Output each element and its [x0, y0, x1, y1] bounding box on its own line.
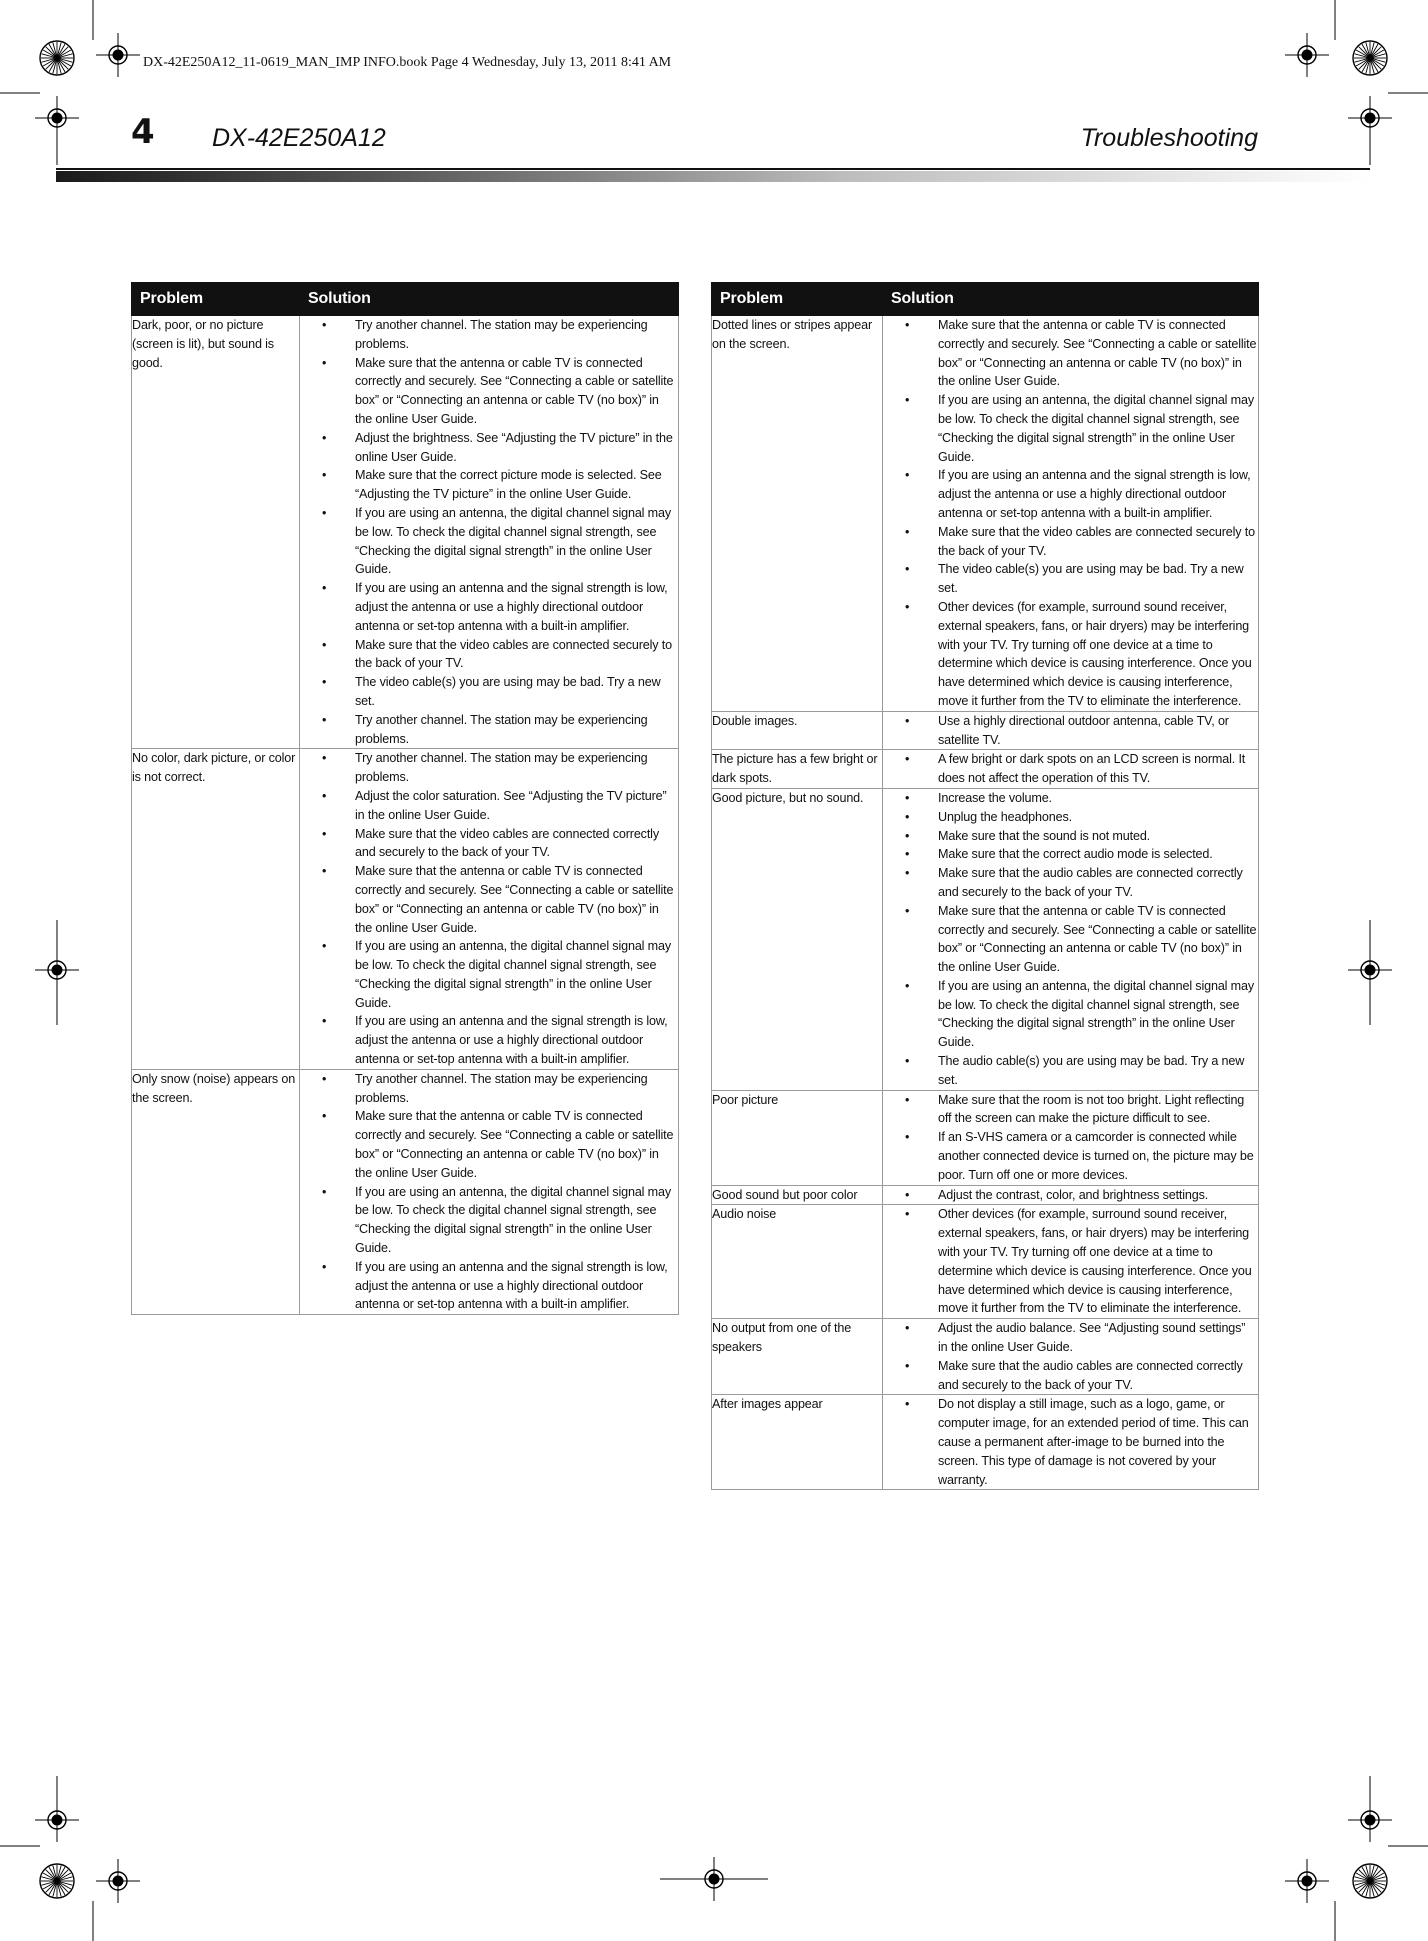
registration-target-dot — [52, 1815, 62, 1825]
solution-cell — [883, 711, 1259, 750]
problem-cell: After images appear — [712, 1395, 883, 1490]
solution-item: • The video cable(s) you are using may be bad. Try a new set. — [300, 673, 678, 711]
page-header — [0, 0, 1428, 190]
table-body — [132, 316, 679, 1315]
starburst-ray — [1355, 1881, 1370, 1885]
solution-item: • If you are using an antenna and the signal strength is low, adjust the antenna or use a highly directional outdoor antenna or set-top antenna with a built-in amplifier. — [883, 466, 1258, 522]
solution-item: • If you are using an antenna and the signal strength is low, adjust the antenna or use a highly directional outdoor antenna or set-top antenna with a built-in amplifier. — [300, 1258, 678, 1314]
solution-item: • Make sure that the sound is not muted. — [883, 827, 1258, 846]
registration-target-ring — [48, 961, 66, 979]
registration-target-dot — [1365, 965, 1375, 975]
table-row — [712, 711, 1259, 750]
starburst-ray — [1362, 1881, 1370, 1895]
registration-target-dot — [1365, 1815, 1375, 1825]
table-header-row — [132, 283, 679, 316]
registration-target-ring — [705, 1870, 723, 1888]
page-number: 4 — [131, 112, 155, 152]
problem-cell: Only snow (noise) appears on the screen. — [132, 1069, 300, 1314]
starburst-ray — [1370, 1877, 1385, 1881]
solution-item: • If you are using an antenna, the digital channel signal may be low. To check the digital channel signal strength, see “Checking the digital signal strength” in the online User Guide. — [883, 977, 1258, 1052]
solution-item: • Use a highly directional outdoor antenna, cable TV, or satellite TV. — [883, 712, 1258, 750]
starburst-ray — [57, 1870, 68, 1881]
solution-cell — [883, 750, 1259, 789]
problem-cell: Good sound but poor color — [712, 1185, 883, 1205]
starburst-ray — [57, 1866, 61, 1881]
starburst-ray — [57, 1867, 65, 1881]
solution-item: • Make sure that the antenna or cable TV is connected correctly and securely. See “Connecting a cable or satellite box” or “Connecting an antenna or cable TV (no box)” in the online User Guide. — [300, 1107, 678, 1182]
header-rule — [56, 168, 1370, 170]
starburst-ray — [57, 1881, 68, 1892]
starburst-ray — [53, 1866, 57, 1881]
starburst-ray — [1370, 1873, 1384, 1881]
solution-item: • Unplug the headphones. — [883, 808, 1258, 827]
starburst-ray — [1370, 1881, 1378, 1895]
table-row — [712, 1319, 1259, 1395]
solution-item: • Try another channel. The station may be experiencing problems. — [300, 711, 678, 749]
solution-item: • Make sure that the video cables are connected correctly and securely to the back of your TV. — [300, 825, 678, 863]
starburst-ray — [1359, 1881, 1370, 1892]
registration-target-ring — [1298, 1872, 1316, 1890]
starburst-ray — [57, 1881, 61, 1896]
section-title: Troubleshooting — [1080, 124, 1258, 152]
solution-item: • Make sure that the antenna or cable TV is connected correctly and securely. See “Connecting a cable or satellite box” or “Connecting an antenna or cable TV (no box)” in the online User Guide. — [883, 902, 1258, 977]
table-row — [132, 316, 679, 749]
problem-cell: Dark, poor, or no picture (screen is lit), but sound is good. — [132, 316, 300, 749]
solution-item: • Other devices (for example, surround sound receiver, external speakers, fans, or hair dryers) may be interfering with your TV. Try turning off one device at a time to determine which device is causing interference. Once you have determined which device is causing interference, move it further from the TV to eliminate the interference. — [883, 1205, 1258, 1318]
solution-item: • Other devices (for example, surround sound receiver, external speakers, fans, or hair dryers) may be interfering with your TV. Try turning off one device at a time to determine which device is causing interference. Once you have determined which device is causing interference, move it further from the TV to eliminate the interference. — [883, 598, 1258, 711]
solution-list — [883, 316, 1258, 711]
starburst-ray — [49, 1881, 57, 1895]
starburst-ray — [57, 1881, 72, 1885]
starburst-ray — [46, 1881, 57, 1892]
troubleshooting-table-left — [131, 282, 679, 1315]
problem-column-header: Problem — [132, 283, 300, 316]
solution-cell — [300, 749, 679, 1070]
model-number: DX-42E250A12 — [212, 124, 386, 152]
table-row — [712, 1090, 1259, 1185]
solution-item: • The video cable(s) you are using may be bad. Try a new set. — [883, 560, 1258, 598]
solution-item: • Adjust the color saturation. See “Adjusting the TV picture” in the online User Guide. — [300, 787, 678, 825]
solution-item: • Make sure that the video cables are connected securely to the back of your TV. — [300, 636, 678, 674]
solution-cell — [300, 316, 679, 749]
starburst-ray — [49, 1867, 57, 1881]
solution-item: • Make sure that the antenna or cable TV is connected correctly and securely. See “Connecting a cable or satellite box” or “Connecting an antenna or cable TV (no box)” in the online User Guide. — [300, 862, 678, 937]
problem-column-header: Problem — [712, 283, 883, 316]
starburst-ray — [1370, 1866, 1374, 1881]
starburst-ray — [42, 1881, 57, 1885]
solution-cell — [883, 316, 1259, 712]
registration-target-ring — [109, 1872, 127, 1890]
starburst-ray — [46, 1870, 57, 1881]
solution-list — [883, 1319, 1258, 1394]
solution-item: • If an S-VHS camera or a camcorder is connected while another connected device is turned on, the picture may be poor. Turn off one or more devices. — [883, 1128, 1258, 1184]
solution-cell — [883, 1090, 1259, 1185]
solution-item: • Adjust the audio balance. See “Adjusting sound settings” in the online User Guide. — [883, 1319, 1258, 1357]
problem-cell: Dotted lines or stripes appear on the screen. — [712, 316, 883, 712]
starburst-ray — [42, 1877, 57, 1881]
solution-list — [883, 712, 1258, 750]
problem-cell: Good picture, but no sound. — [712, 788, 883, 1090]
header-gradient-bar — [56, 171, 1370, 182]
solution-list — [883, 750, 1258, 788]
solution-item: • Adjust the contrast, color, and brightness settings. — [883, 1186, 1258, 1205]
solution-item: • If you are using an antenna and the signal strength is low, adjust the antenna or use a highly directional outdoor antenna or set-top antenna with a built-in amplifier. — [300, 579, 678, 635]
table-row — [132, 1069, 679, 1314]
registration-target-dot — [113, 1876, 123, 1886]
solution-item: • If you are using an antenna, the digital channel signal may be low. To check the digital channel signal strength, see “Checking the digital signal strength” in the online User Guide. — [300, 937, 678, 1012]
solution-list — [300, 1070, 678, 1314]
starburst-ray — [53, 1881, 57, 1896]
solution-item: • Make sure that the room is not too bright. Light reflecting off the screen can make the picture difficult to see. — [883, 1091, 1258, 1129]
solution-item: • Make sure that the antenna or cable TV is connected correctly and securely. See “Connecting a cable or satellite box” or “Connecting an antenna or cable TV (no box)” in the online User Guide. — [883, 316, 1258, 391]
solution-item: • Adjust the brightness. See “Adjusting the TV picture” in the online User Guide. — [300, 429, 678, 467]
troubleshooting-table-right — [711, 282, 1259, 1490]
solution-list — [883, 789, 1258, 1090]
starburst-ray — [1355, 1877, 1370, 1881]
starburst-ray — [1366, 1866, 1370, 1881]
solution-item: • Do not display a still image, such as a logo, game, or computer image, for an extended period of time. This can cause a permanent after-image to be burned into the screen. This type of damage is not covered by your warranty. — [883, 1395, 1258, 1489]
solution-item: • If you are using an antenna, the digital channel signal may be low. To check the digital channel signal strength, see “Checking the digital signal strength” in the online User Guide. — [300, 1183, 678, 1258]
starburst-ray — [57, 1873, 71, 1881]
solution-column-header: Solution — [300, 283, 679, 316]
registration-target-ring — [48, 1811, 66, 1829]
starburst-ray — [43, 1881, 57, 1889]
starburst-ray — [43, 1873, 57, 1881]
starburst-ray — [1370, 1881, 1384, 1889]
solution-item: • Try another channel. The station may be experiencing problems. — [300, 316, 678, 354]
solution-list — [883, 1395, 1258, 1489]
solution-item: • Make sure that the correct audio mode is selected. — [883, 845, 1258, 864]
starburst-ray — [1370, 1881, 1374, 1896]
table-body — [712, 316, 1259, 1490]
table-row — [712, 750, 1259, 789]
registration-target-dot — [709, 1874, 719, 1884]
solution-column-header: Solution — [883, 283, 1259, 316]
starburst-mark — [1353, 1864, 1387, 1898]
starburst-ray — [1356, 1881, 1370, 1889]
solution-item: • If you are using an antenna, the digital channel signal may be low. To check the digital channel signal strength, see “Checking the digital signal strength” in the online User Guide. — [300, 504, 678, 579]
table-row — [132, 749, 679, 1070]
solution-item: • If you are using an antenna and the signal strength is low, adjust the antenna or use a highly directional outdoor antenna or set-top antenna with a built-in amplifier. — [300, 1012, 678, 1068]
starburst-mark — [40, 1864, 74, 1898]
registration-target-ring — [1361, 961, 1379, 979]
starburst-ray — [1356, 1873, 1370, 1881]
solution-item: • Make sure that the correct picture mode is selected. See “Adjusting the TV picture” in the online User Guide. — [300, 466, 678, 504]
solution-cell — [883, 1395, 1259, 1490]
solution-list — [300, 749, 678, 1069]
starburst-ray — [57, 1881, 65, 1895]
table-row — [712, 1205, 1259, 1319]
registration-target-dot — [1302, 1876, 1312, 1886]
solution-list — [883, 1091, 1258, 1185]
solution-item: • A few bright or dark spots on an LCD screen is normal. It does not affect the operation of this TV. — [883, 750, 1258, 788]
solution-item: • The audio cable(s) you are using may be bad. Try a new set. — [883, 1052, 1258, 1090]
problem-cell: Double images. — [712, 711, 883, 750]
starburst-ray — [57, 1881, 71, 1889]
problem-cell: Poor picture — [712, 1090, 883, 1185]
table-row — [712, 788, 1259, 1090]
solution-item: • Try another channel. The station may be experiencing problems. — [300, 1070, 678, 1108]
solution-list — [883, 1205, 1258, 1318]
solution-item: • Make sure that the audio cables are connected correctly and securely to the back of your TV. — [883, 864, 1258, 902]
solution-cell — [883, 788, 1259, 1090]
starburst-ray — [1370, 1881, 1381, 1892]
solution-cell — [883, 1185, 1259, 1205]
registration-target-dot — [52, 965, 62, 975]
solution-item: • Make sure that the video cables are connected securely to the back of your TV. — [883, 523, 1258, 561]
registration-target-ring — [1361, 1811, 1379, 1829]
solution-item: • Make sure that the antenna or cable TV is connected correctly and securely. See “Connecting a cable or satellite box” or “Connecting an antenna or cable TV (no box)” in the online User Guide. — [300, 354, 678, 429]
solution-cell — [883, 1319, 1259, 1395]
print-slug: DX-42E250A12_11-0619_MAN_IMP INFO.book Page 4 Wednesday, July 13, 2011 8:41 AM — [143, 55, 672, 70]
solution-cell — [883, 1205, 1259, 1319]
starburst-ray — [1362, 1867, 1370, 1881]
solution-item: • Make sure that the audio cables are connected correctly and securely to the back of your TV. — [883, 1357, 1258, 1395]
starburst-ray — [1366, 1881, 1370, 1896]
table-row — [712, 316, 1259, 712]
starburst-ray — [1370, 1867, 1378, 1881]
solution-list — [883, 1186, 1258, 1205]
solution-cell — [300, 1069, 679, 1314]
solution-item: • Increase the volume. — [883, 789, 1258, 808]
solution-item: • Try another channel. The station may be experiencing problems. — [300, 749, 678, 787]
problem-cell: Audio noise — [712, 1205, 883, 1319]
table-header-row — [712, 283, 1259, 316]
starburst-ray — [57, 1877, 72, 1881]
problem-cell: No color, dark picture, or color is not correct. — [132, 749, 300, 1070]
problem-cell: No output from one of the speakers — [712, 1319, 883, 1395]
table-row — [712, 1185, 1259, 1205]
starburst-ray — [1370, 1881, 1385, 1885]
starburst-ray — [1370, 1870, 1381, 1881]
solution-item: • If you are using an antenna, the digital channel signal may be low. To check the digital channel signal strength, see “Checking the digital signal strength” in the online User Guide. — [883, 391, 1258, 466]
table-row — [712, 1395, 1259, 1490]
starburst-ray — [1359, 1870, 1370, 1881]
solution-list — [300, 316, 678, 748]
problem-cell: The picture has a few bright or dark spots. — [712, 750, 883, 789]
